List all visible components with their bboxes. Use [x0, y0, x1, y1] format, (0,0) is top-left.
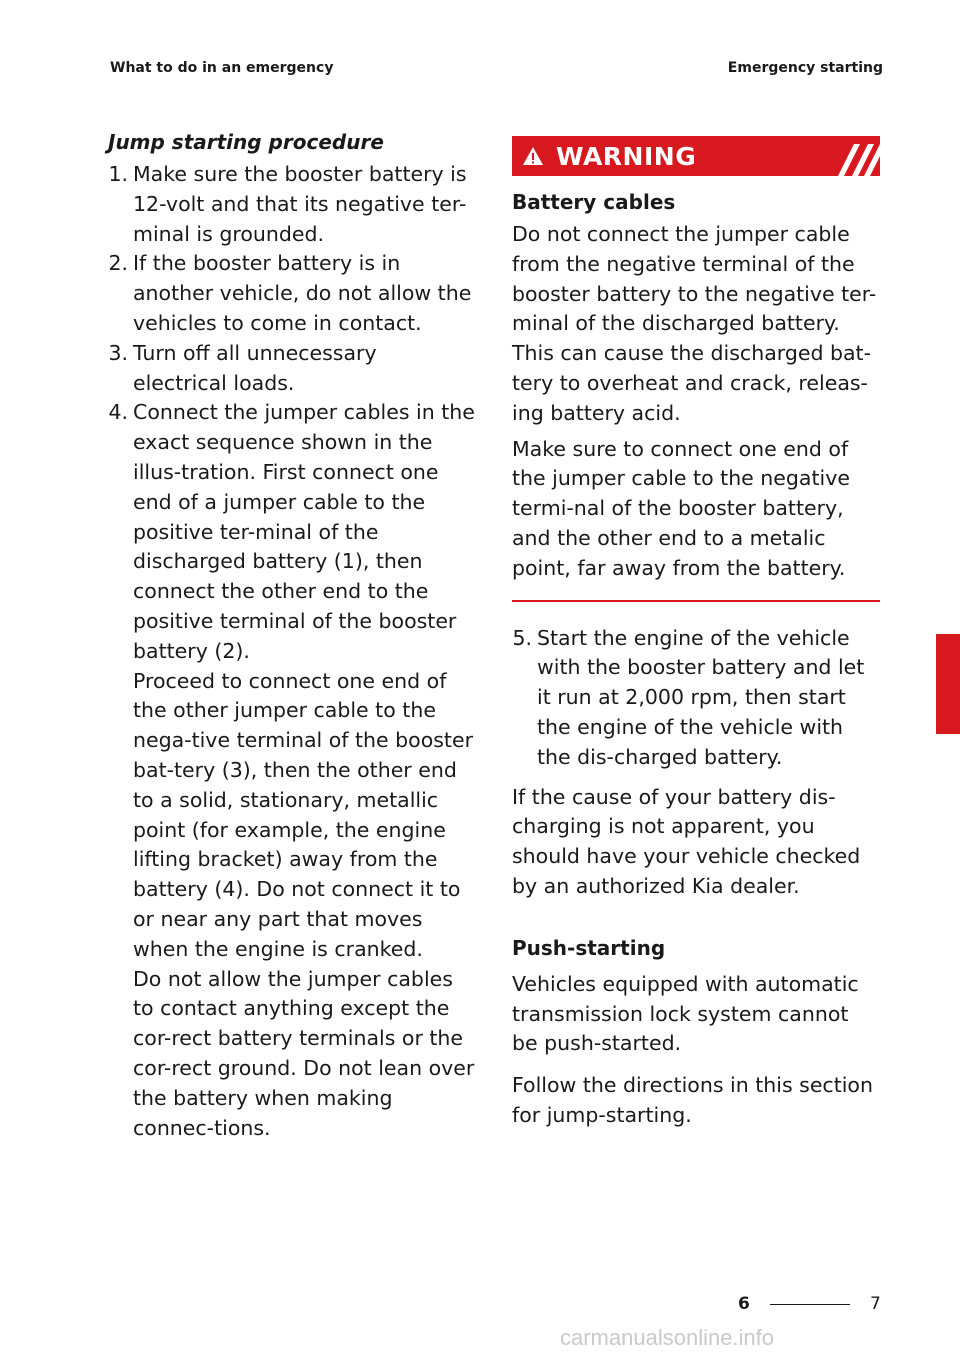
body-paragraph: Follow the directions in this section for jump-starting. — [512, 1073, 873, 1127]
left-column — [108, 130, 476, 1143]
right-column — [512, 130, 880, 1137]
step-number: 1. — [108, 162, 128, 186]
footer-chapter-number: 6 — [738, 1294, 750, 1314]
step-text: Start the engine of the vehicle with the booster battery and let it run at 2,000 rpm, then start the engine of the vehicle with the dis-charged battery. — [537, 625, 865, 769]
warning-title: Battery cables — [512, 190, 676, 214]
warning-banner — [512, 136, 880, 176]
step-number: 4. — [108, 400, 128, 425]
body-paragraph: If the cause of your battery dis-charging is not apparent, you should have your vehicle checked by an authorized Kia dealer. — [512, 784, 861, 898]
list-item — [108, 398, 476, 1143]
footer-rule — [770, 1304, 850, 1305]
running-header-section: What to do in an emergency — [110, 60, 334, 76]
list-item — [108, 160, 476, 249]
step-text: Turn off all unnecessary electrical loads. — [133, 340, 377, 395]
warning-end-rule — [512, 600, 880, 602]
step-text: Do not allow the jumper cables to contact anything except the cor-rect battery terminals or the cor-rect ground. Do not lean over the battery when making connec-tions. — [133, 966, 475, 1140]
steps-list — [108, 160, 476, 1143]
footer-page-number: 7 — [870, 1294, 881, 1314]
warning-paragraph: Do not connect the jumper cable from the negative terminal of the booster battery to the negative ter-minal of the discharged battery. This can cause the discharged bat-tery to overheat and crack, releas-ing battery acid. — [512, 222, 877, 425]
step-text: Proceed to connect one end of the other jumper cable to the nega-tive terminal of the booster bat-tery (3), then the other end to a solid, stationary, metallic point (for example, the engine lifting bracket) away from the battery (4). Do not connect it to or near any part that moves when the engine is cranked. — [133, 668, 474, 961]
list-item — [108, 339, 476, 399]
step-number: 5. — [512, 625, 532, 650]
list-item — [108, 249, 476, 338]
step-text: Make sure the booster battery is 12-volt and that its negative ter-minal is grounded. — [133, 162, 467, 246]
subsection-title: Push-starting — [512, 935, 666, 960]
warning-triangle-icon — [522, 145, 544, 167]
warning-stripes-decoration — [820, 136, 880, 176]
warning-label: WARNING — [556, 141, 697, 171]
step-text: If the booster battery is in another vehicle, do not allow the vehicles to come in contact. — [133, 251, 472, 335]
warning-paragraph: Make sure to connect one end of the jumper cable to the negative termi-nal of the booster battery, and the other end to a metalic point, far away from the battery. — [512, 436, 850, 580]
watermark: carmanualsonline.info — [560, 1325, 775, 1350]
step-text: Connect the jumper cables in the exact sequence shown in the illus-tration. First connect one end of a jumper cable to the positive ter-minal of the discharged battery (1), then connect the other end to the positive terminal of the booster battery (2). — [133, 400, 475, 663]
section-title: Jump starting procedure — [108, 130, 384, 154]
body-paragraph: Vehicles equipped with automatic transmission lock system cannot be push-started. — [512, 971, 859, 1056]
chapter-tab-number: 6 — [941, 712, 955, 736]
step-number: 3. — [108, 340, 128, 365]
steps-list-continued — [512, 624, 880, 773]
list-item — [512, 624, 880, 773]
step-number: 2. — [108, 251, 128, 276]
running-header-topic: Emergency starting — [727, 60, 883, 76]
